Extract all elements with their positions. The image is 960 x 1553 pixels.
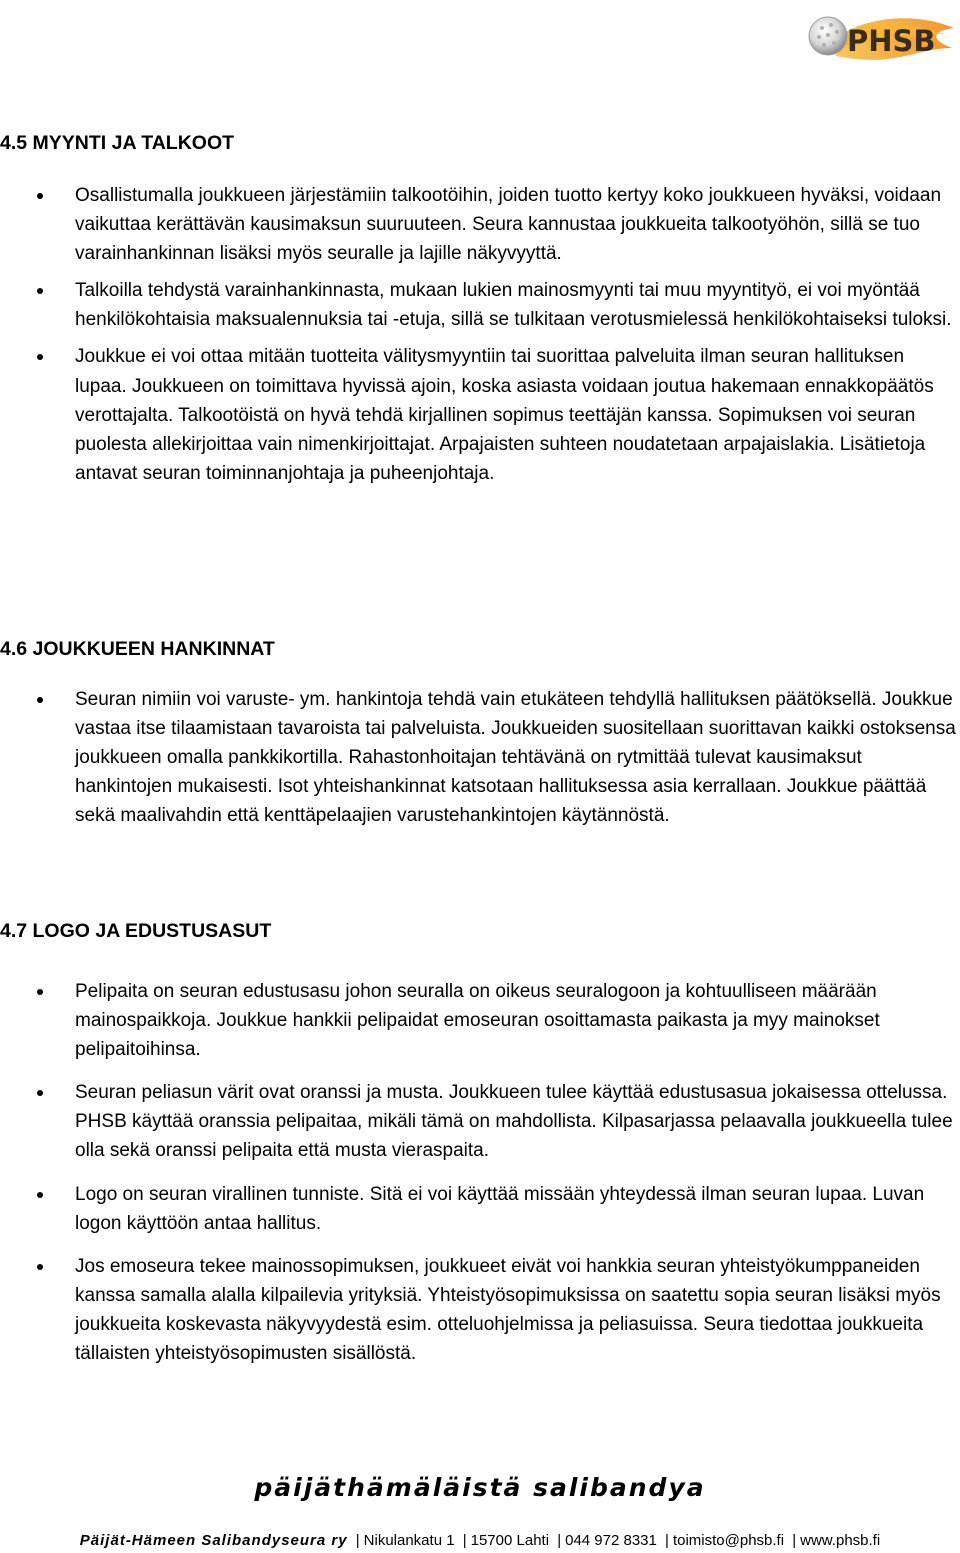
bullet-icon xyxy=(37,288,43,294)
footer-contact xyxy=(0,1531,960,1551)
bullet-icon xyxy=(37,697,43,703)
bullet-icon xyxy=(37,989,43,995)
bullet-icon xyxy=(37,1192,43,1198)
footer-address: Nikulankatu 1 xyxy=(363,1532,455,1549)
footer-separator: | xyxy=(462,1532,467,1549)
footer-separator: | xyxy=(557,1532,562,1549)
list-item-text: Talkoilla tehdystä varainhankinnasta, mukaan lukien mainosmyynti tai muu myyntityö, ei voi myöntää henkilökohtaisia maksualennuksia tai -etuja, sillä se tulkitaan verotusmielessä henkilökohtaiseksi tuloksi. xyxy=(75,280,952,331)
list-item-text: Logo on seuran virallinen tunniste. Sitä ei voi käyttää missään yhteydessä ilman seuran lupaa. Luvan logon käyttöön antaa hallitus. xyxy=(75,1183,925,1234)
list-item xyxy=(0,1078,960,1165)
footer-postal: 15700 Lahti xyxy=(470,1532,550,1549)
footer-org-name: Päijät-Hämeen Salibandyseura ry xyxy=(79,1532,348,1549)
bullet-list xyxy=(0,181,960,488)
footer-separator: | xyxy=(665,1532,669,1549)
footer-separator: | xyxy=(355,1532,360,1549)
bullet-icon xyxy=(37,1264,43,1270)
bullet-icon xyxy=(37,354,43,360)
bullet-icon xyxy=(37,193,43,199)
list-item xyxy=(0,276,960,334)
list-item xyxy=(0,342,960,487)
logo-text: PHSB xyxy=(847,24,936,58)
bullet-icon xyxy=(37,1090,43,1096)
list-item-text: Joukkue ei voi ottaa mitään tuotteita välitysmyyntiin tai suorittaa palveluita ilman seuran hallituksen lupaa. Joukkueen on toimittava hyvissä ajoin, koska asiasta voidaan joutua hakemaan ennakkopäätös verottajalta. Talkootöistä on hyvä tehdä kirjallinen sopimus teettäjän kanssa. Sopimuksen voi seuran puolesta allekirjoittaa vain nimenkirjoittajat. Arpajaisten suhteen noudatetaan arpajaislakia. Lisätietoja antavat seuran toiminnanjohtaja ja puheenjohtaja. xyxy=(75,346,934,484)
list-item-text: Seuran nimiin voi varuste- ym. hankintoja tehdä vain etukäteen tehdyllä hallituksen päätöksellä. Joukkue vastaa itse tilaamistaan tavaroista tai palveluista. Joukkueiden suositellaan suorittavan kaikki ostoksensa joukkueen omalla pankkikortilla. Rahastonhoitajan tehtävänä on rytmittää tulevat kausimaksut hankintojen mukaisesti. Isot yhteishankinnat katsotaan hallituksessa asia kerrallaan. Joukkue päättää sekä maalivahdin että kenttäpelaajien varustehankintojen käytännöstä. xyxy=(75,689,956,827)
bullet-list xyxy=(0,685,960,830)
footer-website[interactable]: www.phsb.fi xyxy=(800,1532,881,1549)
list-item-text: Jos emoseura tekee mainossopimuksen, joukkueet eivät voi hankkia seuran yhteistyökumppaneiden kanssa samalla alalla kilpailevia yrityksiä. Yhteistyösopimuksissa on saatettu sopia seuran lisäksi myös joukkueita koskevasta näkyvyydestä esim. otteluohjelmissa ja peliasuissa. Seura tiedottaa joukkueita tällaisten yhteistyösopimusten sisällöstä. xyxy=(75,1255,941,1365)
footer-phone: 044 972 8331 xyxy=(565,1532,657,1549)
list-item xyxy=(0,1252,960,1368)
section-heading: 4.7 LOGO JA EDUSTUSASUT xyxy=(0,920,272,942)
section-heading: 4.6 JOUKKUEEN HANKINNAT xyxy=(0,638,275,660)
phsb-logo xyxy=(806,8,956,74)
footer-separator: | xyxy=(792,1532,797,1549)
list-item xyxy=(0,1180,960,1238)
list-item xyxy=(0,685,960,830)
list-item xyxy=(0,977,960,1064)
list-item-text: Seuran peliasun värit ovat oranssi ja musta. Joukkueen tulee käyttää edustusasua jokaisessa ottelussa. PHSB käyttää oranssia pelipaitaa, mikäli tämä on mahdollista. Kilpasarjassa pelaavalla joukkueella tulee olla sekä oranssi pelipaita että musta vieraspaita. xyxy=(75,1082,953,1162)
list-item-text: Pelipaita on seuran edustusasu johon seuralla on oikeus seuralogoon ja kohtuulliseen määrään mainospaikkoja. Joukkue hankkii pelipaidat emoseuran osoittamasta paikasta ja myy mainokset pelipaitoihinsa. xyxy=(75,981,880,1061)
section-heading: 4.5 MYYNTI JA TALKOOT xyxy=(0,132,235,154)
bullet-list xyxy=(0,977,960,1368)
footer-email[interactable]: toimisto@phsb.fi xyxy=(672,1532,785,1549)
footer-tagline: päijäthämäläistä salibandya xyxy=(254,1473,706,1502)
list-item-text: Osallistumalla joukkueen järjestämiin talkootöihin, joiden tuotto kertyy koko joukkueen hyväksi, voidaan vaikuttaa kerättävän kausimaksun suuruuteen. Seura kannustaa joukkueita talkootyöhön, sillä se tuo varainhankinnan lisäksi myös seuralle ja lajille näkyvyyttä. xyxy=(75,185,942,265)
list-item xyxy=(0,181,960,268)
